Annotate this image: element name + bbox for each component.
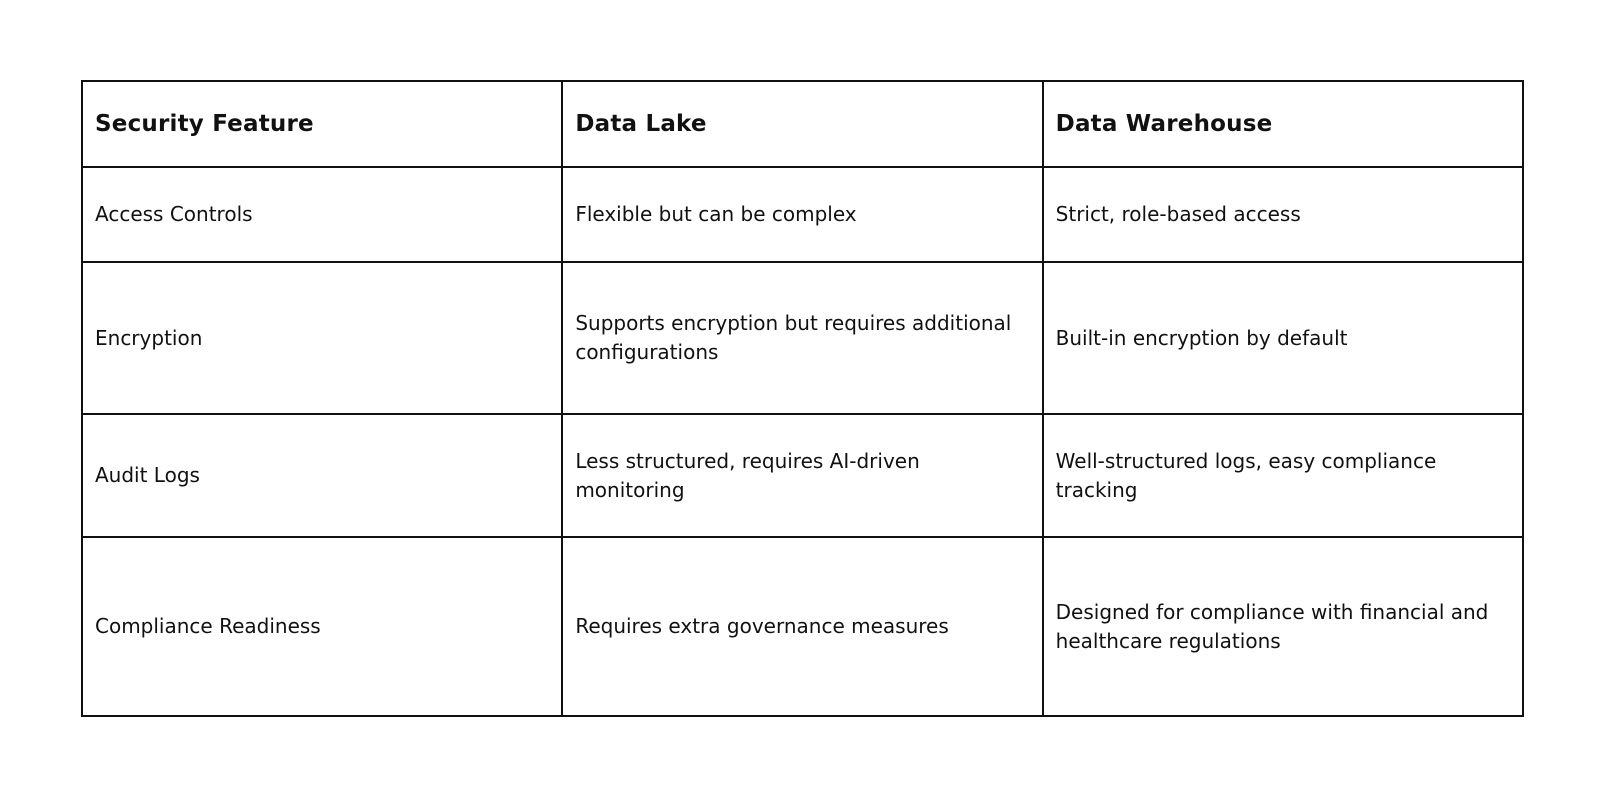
table-header-row xyxy=(82,81,1523,167)
data-lake-cell: Supports encryption but requires additional configurations xyxy=(562,262,1042,414)
feature-cell: Encryption xyxy=(82,262,562,414)
table-row xyxy=(82,414,1523,537)
header-data-lake: Data Lake xyxy=(562,81,1042,167)
data-warehouse-cell: Built-in encryption by default xyxy=(1043,262,1523,414)
data-lake-cell: Less structured, requires AI-driven monitoring xyxy=(562,414,1042,537)
data-warehouse-cell: Strict, role-based access xyxy=(1043,167,1523,262)
feature-cell: Access Controls xyxy=(82,167,562,262)
comparison-table-container xyxy=(81,80,1524,717)
data-warehouse-cell: Designed for compliance with financial and healthcare regulations xyxy=(1043,537,1523,716)
table-row xyxy=(82,167,1523,262)
data-lake-cell: Flexible but can be complex xyxy=(562,167,1042,262)
header-security-feature: Security Feature xyxy=(82,81,562,167)
data-warehouse-cell: Well-structured logs, easy compliance tracking xyxy=(1043,414,1523,537)
header-data-warehouse: Data Warehouse xyxy=(1043,81,1523,167)
data-lake-cell: Requires extra governance measures xyxy=(562,537,1042,716)
feature-cell: Audit Logs xyxy=(82,414,562,537)
feature-cell: Compliance Readiness xyxy=(82,537,562,716)
table-row xyxy=(82,262,1523,414)
security-comparison-table xyxy=(81,80,1524,717)
table-row xyxy=(82,537,1523,716)
